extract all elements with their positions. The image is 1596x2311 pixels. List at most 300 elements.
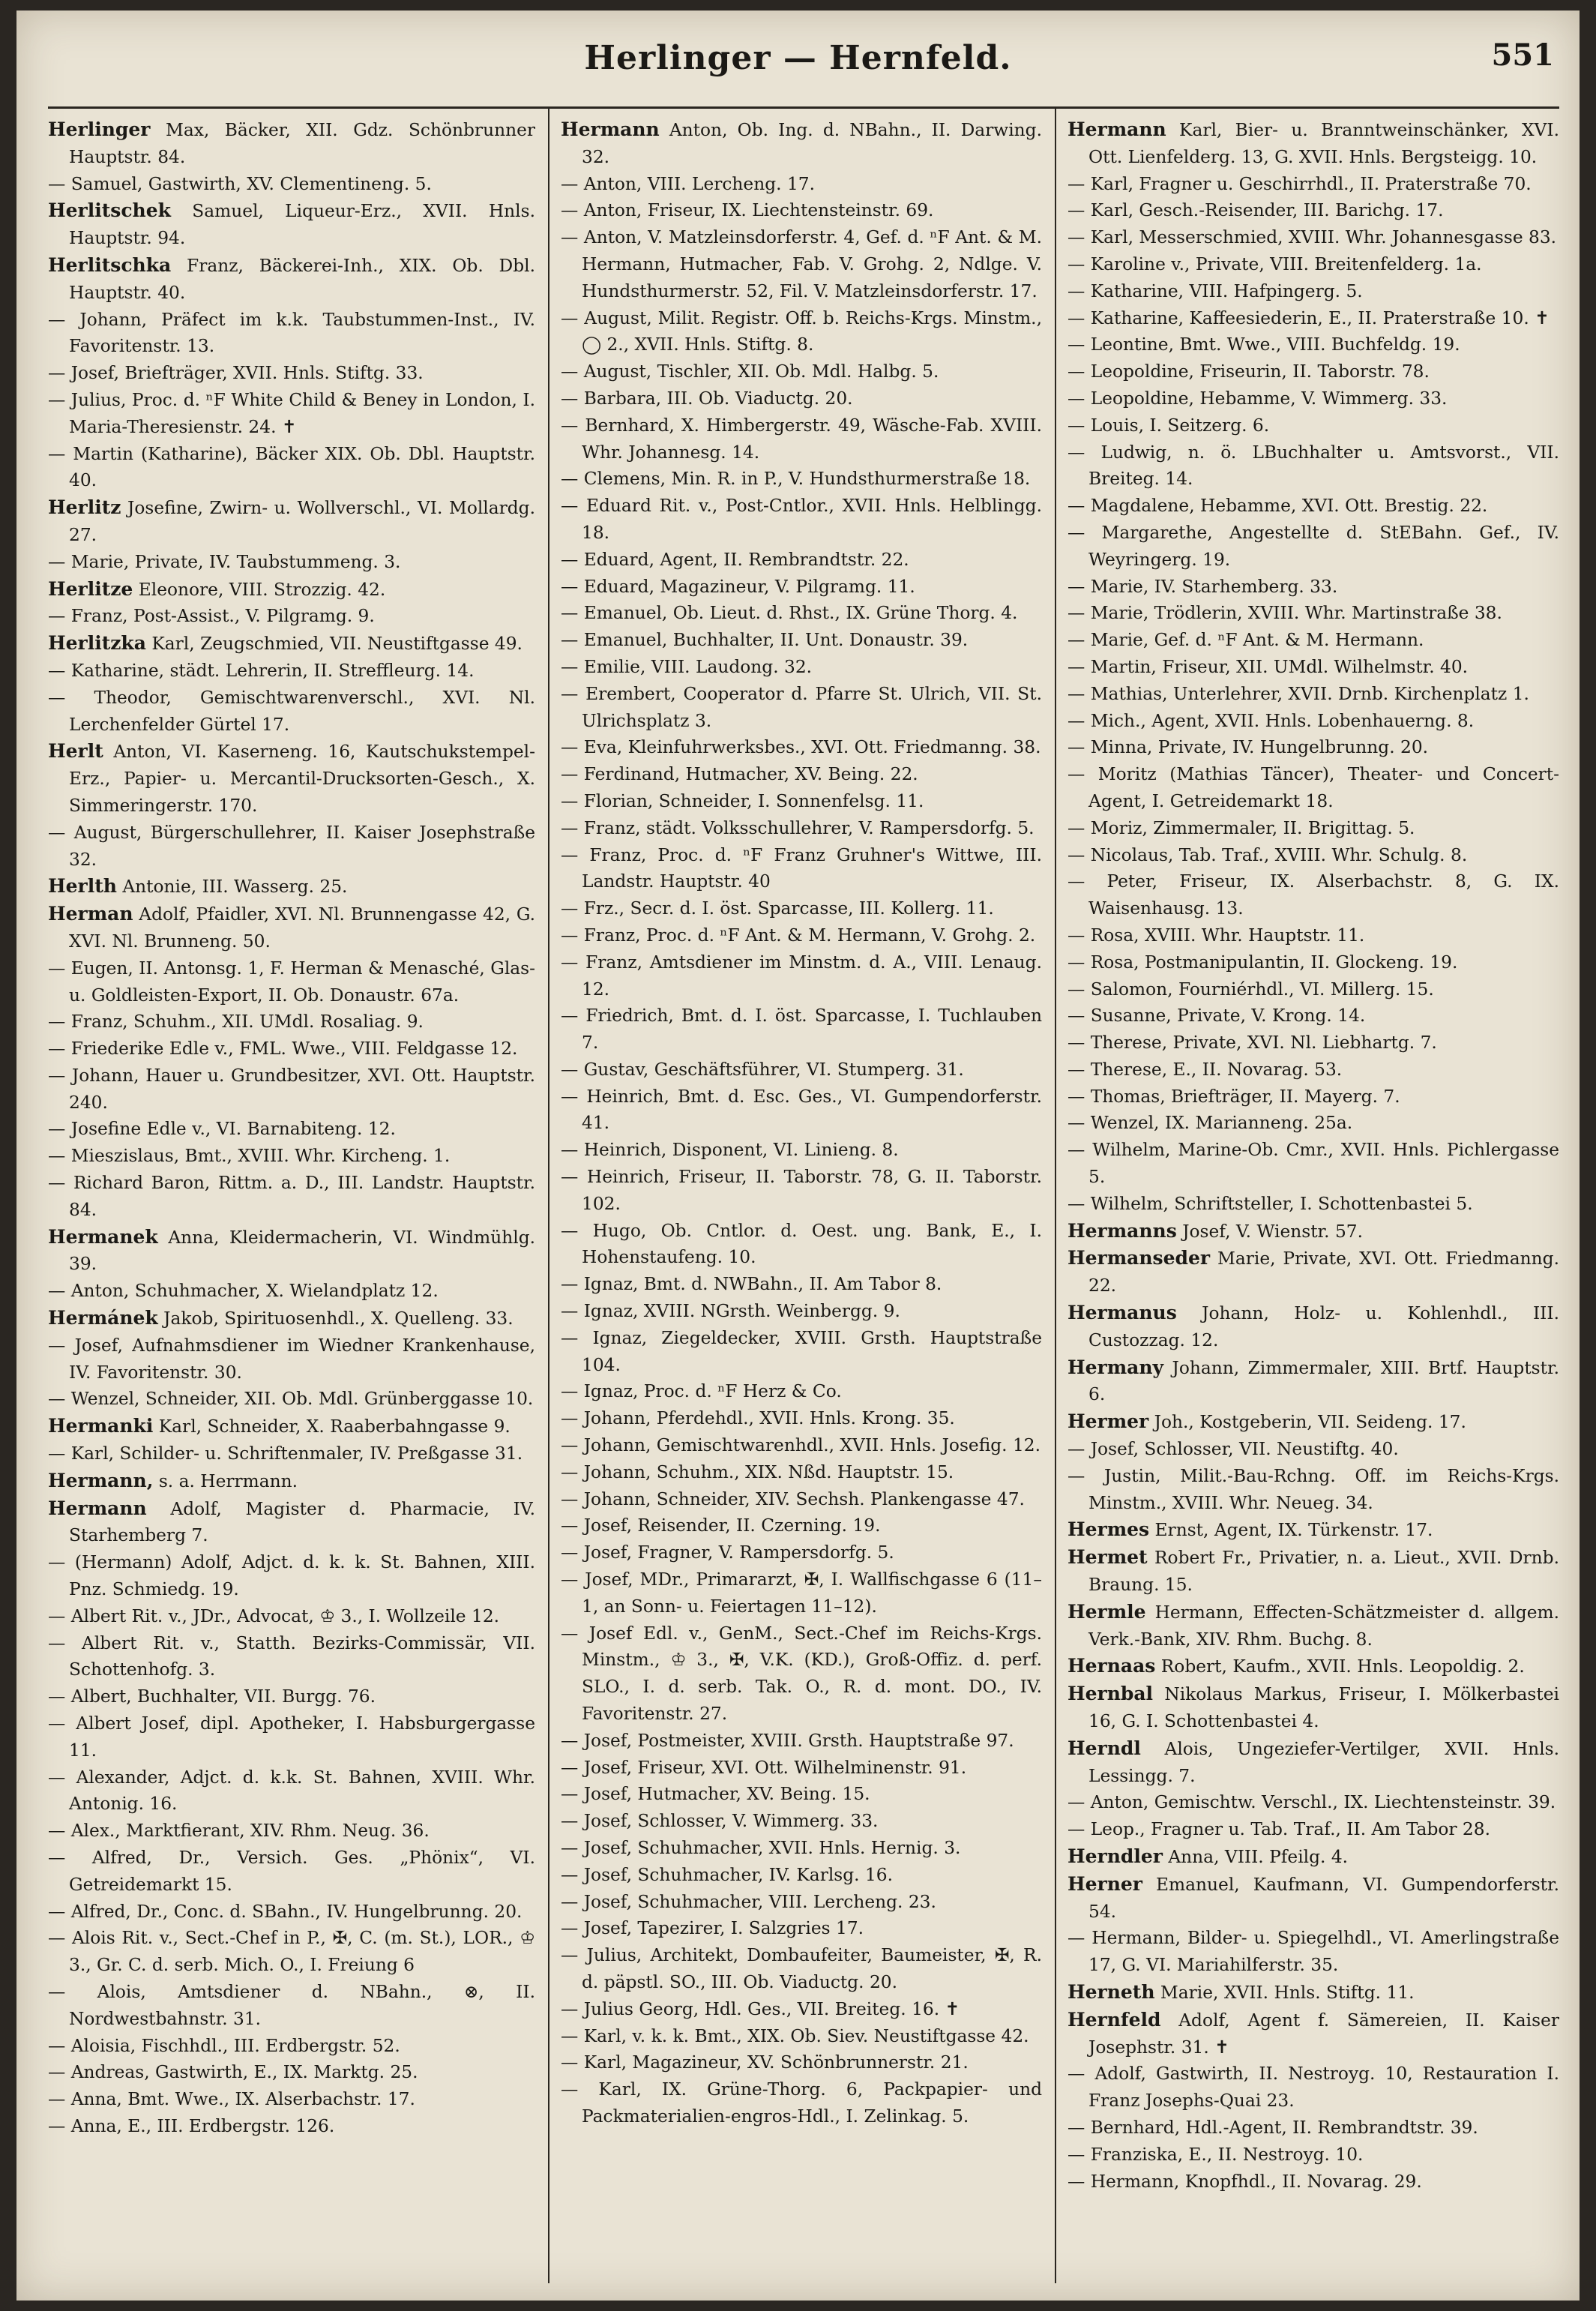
directory-entry	[48, 1332, 535, 1386]
entry-details: — Ignaz, Ziegeldecker, XVIII. Grsth. Hauptstraße 104.	[561, 1327, 1042, 1375]
directory-entry	[561, 574, 1042, 601]
directory-entry	[1067, 358, 1559, 385]
directory-entry	[48, 2033, 535, 2060]
directory-entry	[561, 197, 1042, 224]
directory-entry	[561, 171, 1042, 198]
directory-entry	[561, 1084, 1042, 1138]
directory-entry	[1067, 815, 1559, 842]
entry-surname: Hermany	[1067, 1356, 1164, 1378]
directory-entry	[561, 224, 1042, 304]
directory-entry	[1067, 412, 1559, 439]
directory-entry	[48, 307, 535, 361]
entry-details: Karl, Bier- u. Branntweinschänker, XVI. Ott. Lienfelderg. 13, G. XVII. Hnls. Bergsteigg. 10.	[1088, 120, 1559, 167]
entry-details: — Nicolaus, Tab. Traf., XVIII. Whr. Schulg. 8.	[1067, 844, 1468, 865]
entry-surname: Herlitzka	[48, 632, 146, 655]
directory-entry	[48, 1467, 535, 1495]
directory-entry	[48, 820, 535, 874]
directory-entry	[48, 171, 535, 198]
entry-details: — Johann, Schneider, XIV. Sechsh. Plankengasse 47.	[561, 1488, 1025, 1509]
entry-details: — Ferdinand, Hutmacher, XV. Being. 22.	[561, 764, 918, 785]
entry-details: — Karl, Messerschmied, XVIII. Whr. Johannesgasse 83.	[1067, 227, 1557, 248]
directory-entry	[1067, 708, 1559, 735]
entry-details: — Karl, Schilder- u. Schriftenmaler, IV. Preßgasse 31.	[48, 1443, 523, 1464]
entry-details: — Susanne, Private, V. Krong. 14.	[1067, 1006, 1366, 1027]
directory-entry	[48, 1845, 535, 1899]
column-divider	[548, 109, 549, 2283]
entry-details: — Emanuel, Buchhalter, II. Unt. Donaustr. 39.	[561, 630, 969, 651]
directory-entry	[561, 734, 1042, 761]
entry-surname: Hermle	[1067, 1600, 1146, 1623]
entry-details: — Karl, Fragner u. Geschirrhdl., II. Praterstraße 70.	[1067, 173, 1532, 194]
entry-details: — August, Bürgerschullehrer, II. Kaiser Josephstraße 32.	[48, 822, 535, 870]
directory-entry	[561, 1862, 1042, 1889]
entry-details: — Emanuel, Ob. Lieut. d. Rhst., IX. Grüne Thorg. 4.	[561, 603, 1018, 624]
directory-entry	[1067, 734, 1559, 761]
entry-surname: Hermánek	[48, 1307, 158, 1329]
directory-entry	[1067, 1191, 1559, 1218]
entry-details: — Karoline v., Private, VIII. Breitenfelderg. 1a.	[1067, 253, 1482, 274]
directory-entry	[561, 681, 1042, 735]
entry-details: Samuel, Liqueur-Erz., XVII. Hnls. Hauptstr. 94.	[69, 201, 535, 249]
directory-entry	[48, 1036, 535, 1063]
entry-details: Alois, Ungeziefer-Vertilger, XVII. Hnls. Lessingg. 7.	[1088, 1738, 1559, 1786]
directory-entry	[561, 627, 1042, 654]
entry-details: s. a. Herrmann.	[158, 1470, 298, 1491]
entry-details: Joh., Kostgeberin, VII. Seideng. 17.	[1154, 1412, 1466, 1433]
entry-details: — Franziska, E., II. Nestroyg. 10.	[1067, 2144, 1364, 2165]
directory-entry	[561, 1781, 1042, 1808]
directory-entry	[48, 1278, 535, 1305]
directory-entry	[1067, 574, 1559, 601]
directory-entry	[1067, 1871, 1559, 1926]
directory-entry	[1067, 1925, 1559, 1979]
entry-details: Karl, Schneider, X. Raaberbahngasse 9.	[158, 1416, 511, 1437]
entry-details: Karl, Zeugschmied, VII. Neustiftgasse 49.	[151, 634, 523, 655]
directory-entry	[48, 2059, 535, 2086]
column-divider	[1055, 109, 1056, 2283]
directory-entry	[48, 1143, 535, 1170]
directory-entry	[1067, 1816, 1559, 1843]
entry-details: — Anton, VIII. Lercheng. 17.	[561, 173, 815, 194]
directory-entry	[1067, 251, 1559, 278]
entry-surname: Herndler	[1067, 1845, 1163, 1867]
entry-details: — Karl, IX. Grüne-Thorg. 6, Packpapier- und Packmaterialien-engros-Hdl., I. Zelinkag. 5.	[561, 2079, 1042, 2127]
directory-entry	[561, 1271, 1042, 1298]
page-number: 551	[1491, 37, 1554, 73]
directory-entry	[1067, 2142, 1559, 2169]
directory-entry	[1067, 385, 1559, 412]
entry-details: — Josef, Postmeister, XVIII. Grsth. Hauptstraße 97.	[561, 1730, 1014, 1751]
entry-details: Johann, Zimmermaler, XIII. Brtf. Hauptstr. 6.	[1088, 1357, 1559, 1405]
directory-entry	[1067, 761, 1559, 815]
entry-details: — Franz, Schuhm., XII. UMdl. Rosaliag. 9.	[48, 1012, 424, 1033]
entry-details: — Julius Georg, Hdl. Ges., VII. Breiteg. 16. ✝	[561, 1998, 960, 2019]
entry-details: — Josef, Reisender, II. Czerning. 19.	[561, 1515, 881, 1536]
page-header	[16, 27, 1580, 94]
entry-details: — Albert Josef, dipl. Apotheker, I. Habsburgergasse 11.	[48, 1713, 535, 1761]
entry-details: — Franz, städt. Volksschullehrer, V. Rampersdorfg. 5.	[561, 817, 1035, 838]
entry-details: — Albert Rit. v., JDr., Advocat, ♔ 3., I. Wollzeile 12.	[48, 1605, 500, 1626]
entry-details: — Heinrich, Disponent, VI. Linieng. 8.	[561, 1140, 899, 1161]
entry-details: — Alois Rit. v., Sect.-Chef in P., ✠, C. (m. St.), LOR., ♔ 3., Gr. C. d. serb. Mich. O., I. Freiung 6	[48, 1928, 535, 1976]
entry-details: — Wilhelm, Marine-Ob. Cmr., XVII. Hnls. Pichlergasse 5.	[1067, 1140, 1559, 1188]
directory-entry	[561, 385, 1042, 412]
entry-details: — Anton, Friseur, IX. Liechtensteinstr. 69.	[561, 200, 934, 221]
entry-details: — Josef, Schlosser, V. Wimmerg. 33.	[561, 1811, 879, 1832]
entry-details: Anna, Kleidermacherin, VI. Windmühlg. 39.	[69, 1227, 535, 1275]
entry-details: — Franz, Post-Assist., V. Pilgramg. 9.	[48, 606, 375, 627]
directory-entry	[1067, 1084, 1559, 1111]
directory-entry	[561, 1432, 1042, 1459]
entry-details: — Ignaz, Bmt. d. NWBahn., II. Am Tabor 8.	[561, 1274, 942, 1295]
entry-details: — Mieszislaus, Bmt., XVIII. Whr. Kircheng. 1.	[48, 1146, 451, 1167]
entry-details: — Anton, Gemischtw. Verschl., IX. Liechtensteinstr. 39.	[1067, 1792, 1556, 1813]
entry-details: Josefine, Zwirn- u. Wollverschl., VI. Mollardg. 27.	[69, 498, 535, 545]
directory-entry	[1067, 1299, 1559, 1354]
directory-entry	[561, 1137, 1042, 1164]
entry-details: — Magdalene, Hebamme, XVI. Ott. Brestig. 22.	[1067, 496, 1488, 517]
directory-entry	[561, 1889, 1042, 1916]
entry-surname: Hermanek	[48, 1225, 158, 1248]
entry-details: Johann, Holz- u. Kohlenhdl., III. Custozzag. 12.	[1088, 1303, 1559, 1350]
entry-details: — Bernhard, Hdl.-Agent, II. Rembrandtstr. 39.	[1067, 2117, 1478, 2138]
directory-entry	[1067, 1843, 1559, 1871]
directory-entry	[561, 1405, 1042, 1432]
entry-surname: Hernaas	[1067, 1655, 1156, 1677]
column-2	[561, 116, 1042, 2283]
entry-surname: Hermet	[1067, 1546, 1148, 1569]
entry-details: — Martin (Katharine), Bäcker XIX. Ob. Dbl. Hauptstr. 40.	[48, 443, 535, 491]
directory-entry	[48, 901, 535, 955]
entry-surname: Herlitze	[48, 577, 133, 600]
directory-entry	[48, 1170, 535, 1224]
entry-details: Antonie, III. Wasserg. 25.	[122, 877, 348, 898]
entry-details: — Ludwig, n. ö. LBuchhalter u. Amtsvorst., VII. Breiteg. 14.	[1067, 442, 1559, 490]
directory-entry	[1067, 2007, 1559, 2061]
directory-entry	[561, 1808, 1042, 1835]
entry-details: — Rosa, Postmanipulantin, II. Glockeng. 19.	[1067, 952, 1458, 973]
entry-details: — Minna, Private, IV. Hungelbrunng. 20.	[1067, 737, 1429, 758]
entry-details: — Alois, Amtsdiener d. NBahn., ⊗, II. Nordwestbahnstr. 31.	[48, 1981, 535, 2029]
directory-entry	[48, 441, 535, 495]
entry-details: Josef, V. Wienstr. 57.	[1182, 1221, 1363, 1242]
directory-entry	[1067, 305, 1559, 332]
entry-surname: Hermanseder	[1067, 1247, 1211, 1269]
directory-entry	[561, 1486, 1042, 1513]
entry-details: — Erembert, Cooperator d. Pfarre St. Ulrich, VII. St. Ulrichsplatz 3.	[561, 683, 1042, 731]
entry-surname: Hermann	[561, 118, 660, 140]
entry-surname: Herlitz	[48, 496, 121, 519]
entry-details: — Mathias, Unterlehrer, XVII. Drnb. Kirchenplatz 1.	[1067, 683, 1529, 704]
directory-entry	[1067, 1544, 1559, 1599]
entry-details: Anton, Ob. Ing. d. NBahn., II. Darwing. 32.	[582, 120, 1042, 167]
directory-entry	[48, 1305, 535, 1332]
directory-entry	[48, 658, 535, 685]
entry-surname: Herlth	[48, 875, 117, 898]
entry-details: — Moriz, Zimmermaler, II. Brigittag. 5.	[1067, 817, 1415, 838]
entry-details: — Leop., Fragner u. Tab. Traf., II. Am Tabor 28.	[1067, 1819, 1490, 1840]
directory-entry	[1067, 1789, 1559, 1816]
entry-details: — Leontine, Bmt. Wwe., VIII. Buchfeldg. 19.	[1067, 334, 1460, 355]
entry-details: — Florian, Schneider, I. Sonnenfelsg. 11.	[561, 790, 924, 811]
directory-entry	[561, 842, 1042, 896]
directory-entry	[48, 603, 535, 630]
directory-entry	[561, 1003, 1042, 1057]
entry-details: — Gustav, Geschäftsführer, VI. Stumperg. 31.	[561, 1059, 964, 1080]
page-title: Herlinger — Hernfeld.	[584, 39, 1012, 77]
directory-entry	[1067, 1436, 1559, 1463]
entry-details: Adolf, Pfaidler, XVI. Nl. Brunnengasse 42, G. XVI. Nl. Brunneng. 50.	[69, 904, 535, 952]
entry-details: — Josef, Schuhmacher, IV. Karlsg. 16.	[561, 1864, 894, 1885]
directory-columns	[48, 106, 1559, 2283]
entry-details: Franz, Bäckerei-Inh., XIX. Ob. Dbl. Hauptstr. 40.	[69, 255, 535, 303]
directory-entry	[561, 761, 1042, 788]
directory-entry	[1067, 949, 1559, 976]
entry-details: Adolf, Magister d. Pharmacie, IV. Starhemberg 7.	[69, 1498, 535, 1546]
directory-entry	[1067, 171, 1559, 198]
directory-entry	[1067, 331, 1559, 358]
directory-entry	[1067, 2061, 1559, 2115]
entry-details: — Leopoldine, Hebamme, V. Wimmerg. 33.	[1067, 388, 1448, 409]
directory-entry	[561, 1539, 1042, 1566]
directory-entry	[561, 1459, 1042, 1486]
directory-entry	[48, 1549, 535, 1603]
entry-details: — August, Tischler, XII. Ob. Mdl. Halbg. 5.	[561, 361, 939, 382]
entry-details: — Justin, Milit.-Bau-Rchng. Off. im Reichs-Krgs. Minstm., XVIII. Whr. Neueg. 34.	[1067, 1465, 1559, 1513]
entry-details: — Franz, Proc. d. ⁿF Franz Gruhner's Wittwe, III. Landstr. Hauptstr. 40	[561, 844, 1042, 892]
entry-details: — Marie, Private, IV. Taubstummeng. 3.	[48, 551, 401, 572]
entry-details: — Albert Rit. v., Statth. Bezirks-Commissär, VII. Schottenhofg. 3.	[48, 1632, 535, 1680]
entry-details: — Alfred, Dr., Conc. d. SBahn., IV. Hungelbrunng. 20.	[48, 1901, 523, 1922]
entry-surname: Hermanus	[1067, 1302, 1177, 1324]
entry-details: — Julius, Architekt, Dombaufeiter, Baumeister, ✠, R. d. päpstl. SO., III. Ob. Viaductg. 20.	[561, 1945, 1042, 1992]
entry-details: Nikolaus Markus, Friseur, I. Mölkerbastei 16, G. I. Schottenbastei 4.	[1088, 1684, 1559, 1732]
directory-entry	[48, 360, 535, 387]
entry-details: — Josef, Tapezirer, I. Salzgries 17.	[561, 1918, 864, 1939]
entry-details: — Katharine, Kaffeesiederin, E., II. Praterstraße 10. ✝	[1067, 307, 1550, 328]
entry-details: — Marie, Trödlerin, XVIII. Whr. Martinstraße 38.	[1067, 603, 1502, 624]
entry-details: — Josef, Schuhmacher, XVII. Hnls. Hernig. 3.	[561, 1838, 961, 1858]
entry-details: — Josef, Schuhmacher, VIII. Lercheng. 23.	[561, 1891, 936, 1912]
entry-surname: Herlinger	[48, 118, 151, 140]
entry-details: — Hermann, Knopfhdl., II. Novarag. 29.	[1067, 2171, 1422, 2192]
entry-details: — Andreas, Gastwirth, E., IX. Marktg. 25.	[48, 2062, 418, 2083]
entry-details: — Katharine, VIII. Hafpingerg. 5.	[1067, 280, 1363, 301]
entry-details: — Aloisia, Fischhdl., III. Erdbergstr. 52.	[48, 2035, 400, 2056]
entry-details: — Josef, Hutmacher, XV. Being. 15.	[561, 1784, 870, 1805]
directory-entry	[561, 1996, 1042, 2023]
entry-details: — Johann, Präfect im k.k. Taubstummen-Inst., IV. Favoritenstr. 13.	[48, 309, 535, 357]
entry-details: — August, Milit. Registr. Off. b. Reichs-Krgs. Minstm., ◯ 2., XVII. Hnls. Stiftg. 8.	[561, 307, 1042, 355]
entry-details: — Therese, Private, XVI. Nl. Liebhartg. 7.	[1067, 1033, 1437, 1054]
directory-entry	[1067, 1735, 1559, 1790]
entry-surname: Herneth	[1067, 1980, 1155, 2003]
entry-details: — Josef Edl. v., GenM., Sect.-Chef im Reichs-Krgs. Minstm., ♔ 3., ✠, V.K. (KD.), Groß-Offiz. d. perf. SLO., I. d. serb. Tak. O., R. d. mont. DO., IV. Favoritenstr. 27.	[561, 1623, 1042, 1725]
entry-details: — Heinrich, Bmt. d. Esc. Ges., VI. Gumpendorferstr. 41.	[561, 1086, 1042, 1134]
directory-entry	[1067, 278, 1559, 305]
entry-surname: Hermanki	[48, 1415, 154, 1437]
entry-details: — Karl, v. k. k. Bmt., XIX. Ob. Siev. Neustiftgasse 42.	[561, 2025, 1029, 2046]
directory-entry	[48, 1899, 535, 1926]
directory-entry	[48, 576, 535, 604]
entry-details: — Clemens, Min. R. in P., V. Hundsthurmerstraße 18.	[561, 469, 1031, 490]
directory-entry	[48, 1386, 535, 1413]
entry-details: — Mich., Agent, XVII. Hnls. Lobenhauerng. 8.	[1067, 710, 1475, 731]
directory-entry	[1067, 1354, 1559, 1409]
directory-entry	[48, 1116, 535, 1143]
directory-entry	[48, 1440, 535, 1467]
entry-details: — Barbara, III. Ob. Viaductg. 20.	[561, 388, 853, 409]
entry-surname: Hernfeld	[1067, 2008, 1161, 2031]
directory-entry	[561, 949, 1042, 1003]
directory-entry	[1067, 1218, 1559, 1245]
directory-entry	[561, 1566, 1042, 1620]
directory-entry	[1067, 1680, 1559, 1735]
directory-entry	[1067, 1057, 1559, 1084]
directory-entry	[561, 1512, 1042, 1539]
directory-entry	[48, 1603, 535, 1630]
entry-details: — Eduard, Agent, II. Rembrandtstr. 22.	[561, 549, 909, 570]
entry-details: Robert, Kaufm., XVII. Hnls. Leopoldig. 2.	[1160, 1656, 1525, 1677]
directory-entry	[48, 873, 535, 901]
directory-entry	[1067, 1030, 1559, 1057]
directory-entry	[561, 1915, 1042, 1942]
entry-surname: Hermer	[1067, 1410, 1149, 1433]
directory-entry	[48, 387, 535, 441]
directory-entry	[48, 252, 535, 307]
entry-details: Emanuel, Kaufmann, VI. Gumpendorferstr. 54.	[1088, 1874, 1559, 1922]
entry-surname: Herlitschek	[48, 199, 171, 222]
directory-entry	[48, 494, 535, 549]
directory-entry	[1067, 224, 1559, 251]
directory-entry	[561, 600, 1042, 627]
entry-surname: Hermes	[1067, 1518, 1150, 1541]
entry-details: — Friedrich, Bmt. d. I. öst. Sparcasse, I. Tuchlauben 7.	[561, 1006, 1042, 1054]
entry-details: Hermann, Effecten-Schätzmeister d. allgem. Verk.-Bank, XIV. Rhm. Buchg. 8.	[1088, 1602, 1559, 1650]
directory-entry	[1067, 439, 1559, 493]
entry-details: — Josef, MDr., Primararzt, ✠, I. Wallfischgasse 6 (11–1, an Sonn- u. Feiertagen 11–12).	[561, 1569, 1042, 1617]
directory-entry	[48, 1413, 535, 1440]
entry-details: — Emilie, VIII. Laudong. 32.	[561, 656, 813, 677]
directory-entry	[1067, 922, 1559, 949]
entry-details: — Anton, Schuhmacher, X. Wielandplatz 12.	[48, 1281, 439, 1302]
directory-entry	[1067, 627, 1559, 654]
entry-details: — (Hermann) Adolf, Adjct. d. k. k. St. Bahnen, XIII. Pnz. Schmiedg. 19.	[48, 1552, 535, 1600]
entry-details: — Bernhard, X. Himbergerstr. 49, Wäsche-Fab. XVIII. Whr. Johannesg. 14.	[561, 415, 1042, 463]
entry-details: — Johann, Pferdehdl., XVII. Hnls. Krong. 35.	[561, 1408, 955, 1429]
entry-surname: Hermann	[1067, 118, 1166, 140]
entry-details: — Marie, Gef. d. ⁿF Ant. & M. Hermann.	[1067, 630, 1424, 651]
directory-entry	[561, 466, 1042, 493]
directory-entry	[1067, 654, 1559, 681]
directory-entry	[48, 1710, 535, 1764]
directory-entry	[1067, 1516, 1559, 1544]
directory-entry	[561, 895, 1042, 922]
directory-entry	[1067, 2169, 1559, 2196]
entry-details: — Margarethe, Angestellte d. StEBahn. Gef., IV. Weyringerg. 19.	[1067, 522, 1559, 570]
directory-entry	[561, 1755, 1042, 1782]
entry-details: — Eva, Kleinfuhrwerksbes., XVI. Ott. Friedmanng. 38.	[561, 737, 1041, 758]
column-3	[1067, 116, 1559, 2283]
entry-details: — Josef, Aufnahmsdiener im Wiedner Krankenhause, IV. Favoritenstr. 30.	[48, 1335, 535, 1383]
directory-entry	[48, 197, 535, 252]
entry-details: — Wenzel, IX. Marianneng. 25a.	[1067, 1113, 1353, 1134]
directory-entry	[561, 2076, 1042, 2130]
entry-surname: Herlt	[48, 740, 103, 763]
directory-entry	[1067, 1110, 1559, 1137]
entry-surname: Herndl	[1067, 1737, 1141, 1759]
entry-details: — Wenzel, Schneider, XII. Ob. Mdl. Grünberggasse 10.	[48, 1389, 534, 1410]
entry-details: — Karl, Magazineur, XV. Schönbrunnerstr. 21.	[561, 2052, 969, 2073]
entry-details: — Alfred, Dr., Versich. Ges. „Phönix“, VI. Getreidemarkt 15.	[48, 1848, 535, 1895]
directory-entry	[561, 1057, 1042, 1084]
directory-entry	[48, 1630, 535, 1684]
directory-entry	[1067, 1137, 1559, 1191]
entry-details: — Hugo, Ob. Cntlor. d. Oest. ung. Bank, E., I. Hohenstaufeng. 10.	[561, 1220, 1042, 1268]
entry-details: — Ignaz, Proc. d. ⁿF Herz & Co.	[561, 1381, 842, 1402]
entry-details: — Franz, Proc. d. ⁿF Ant. & M. Hermann, V. Grohg. 2.	[561, 925, 1036, 946]
entry-details: — Heinrich, Friseur, II. Taborstr. 78, G. II. Taborstr. 102.	[561, 1167, 1042, 1214]
entry-details: — Julius, Proc. d. ⁿF White Child & Beney in London, I. Maria-Theresienstr. 24. ✝	[48, 389, 535, 437]
entry-details: — Samuel, Gastwirth, XV. Clementineng. 5.	[48, 173, 432, 194]
directory-entry	[561, 412, 1042, 466]
entry-details: — Leopoldine, Friseurin, II. Taborstr. 78.	[1067, 361, 1430, 382]
entry-details: Marie, XVII. Hnls. Stiftg. 11.	[1160, 1982, 1415, 2003]
directory-entry	[561, 1728, 1042, 1755]
directory-entry	[561, 2049, 1042, 2076]
entry-details: — Salomon, Fourniérhdl., VI. Millerg. 15.	[1067, 979, 1434, 1000]
entry-details: — Therese, E., II. Novarag. 53.	[1067, 1059, 1343, 1080]
directory-entry	[48, 1063, 535, 1117]
entry-details: — Wilhelm, Schriftsteller, I. Schottenbastei 5.	[1067, 1193, 1473, 1214]
directory-entry	[1067, 1653, 1559, 1680]
directory-entry	[1067, 681, 1559, 708]
directory-entry	[1067, 1408, 1559, 1436]
entry-details: — Anna, Bmt. Wwe., IX. Alserbachstr. 17.	[48, 2089, 415, 2110]
directory-entry	[1067, 1463, 1559, 1517]
entry-details: — Franz, Amtsdiener im Minstm. d. A., VIII. Lenaug. 12.	[561, 952, 1042, 1000]
directory-entry	[1067, 2115, 1559, 2142]
entry-details: — Thomas, Briefträger, II. Mayerg. 7.	[1067, 1086, 1400, 1107]
entry-details: Max, Bäcker, XII. Gdz. Schönbrunner Hauptstr. 84.	[69, 120, 535, 167]
entry-details: — Anna, E., III. Erdbergstr. 126.	[48, 2115, 335, 2136]
directory-entry	[48, 1818, 535, 1845]
directory-entry	[48, 1224, 535, 1278]
entry-details: — Friederike Edle v., FML. Wwe., VIII. Feldgasse 12.	[48, 1039, 518, 1060]
directory-entry	[48, 1683, 535, 1710]
entry-details: — Eugen, II. Antonsg. 1, F. Herman & Menasché, Glas- u. Goldleisten-Export, II. Ob. Donaustr. 67a.	[48, 958, 535, 1006]
directory-entry	[1067, 1979, 1559, 2007]
directory-entry	[1067, 1599, 1559, 1653]
entry-details: — Alex., Marktfierant, XIV. Rhm. Neug. 36.	[48, 1821, 430, 1842]
directory-entry	[1067, 976, 1559, 1003]
entry-details: — Josef, Briefträger, XVII. Hnls. Stiftg. 33.	[48, 363, 424, 384]
directory-entry	[561, 1298, 1042, 1325]
entry-surname: Herlitschka	[48, 253, 172, 276]
directory-entry	[1067, 842, 1559, 869]
directory-entry	[48, 738, 535, 819]
directory-entry	[1067, 1245, 1559, 1299]
directory-entry	[561, 654, 1042, 681]
entry-details: — Alexander, Adjct. d. k.k. St. Bahnen, XVIII. Whr. Antonig. 16.	[48, 1767, 535, 1815]
directory-entry	[48, 2113, 535, 2140]
entry-details: — Eduard, Magazineur, V. Pilgramg. 11.	[561, 576, 915, 597]
entry-details: — Katharine, städt. Lehrerin, II. Streffleurg. 14.	[48, 660, 475, 681]
directory-entry	[48, 116, 535, 171]
directory-entry	[561, 1325, 1042, 1379]
directory-entry	[561, 1164, 1042, 1218]
entry-details: Adolf, Agent f. Sämereien, II. Kaiser Josephstr. 31. ✝	[1088, 2010, 1559, 2058]
